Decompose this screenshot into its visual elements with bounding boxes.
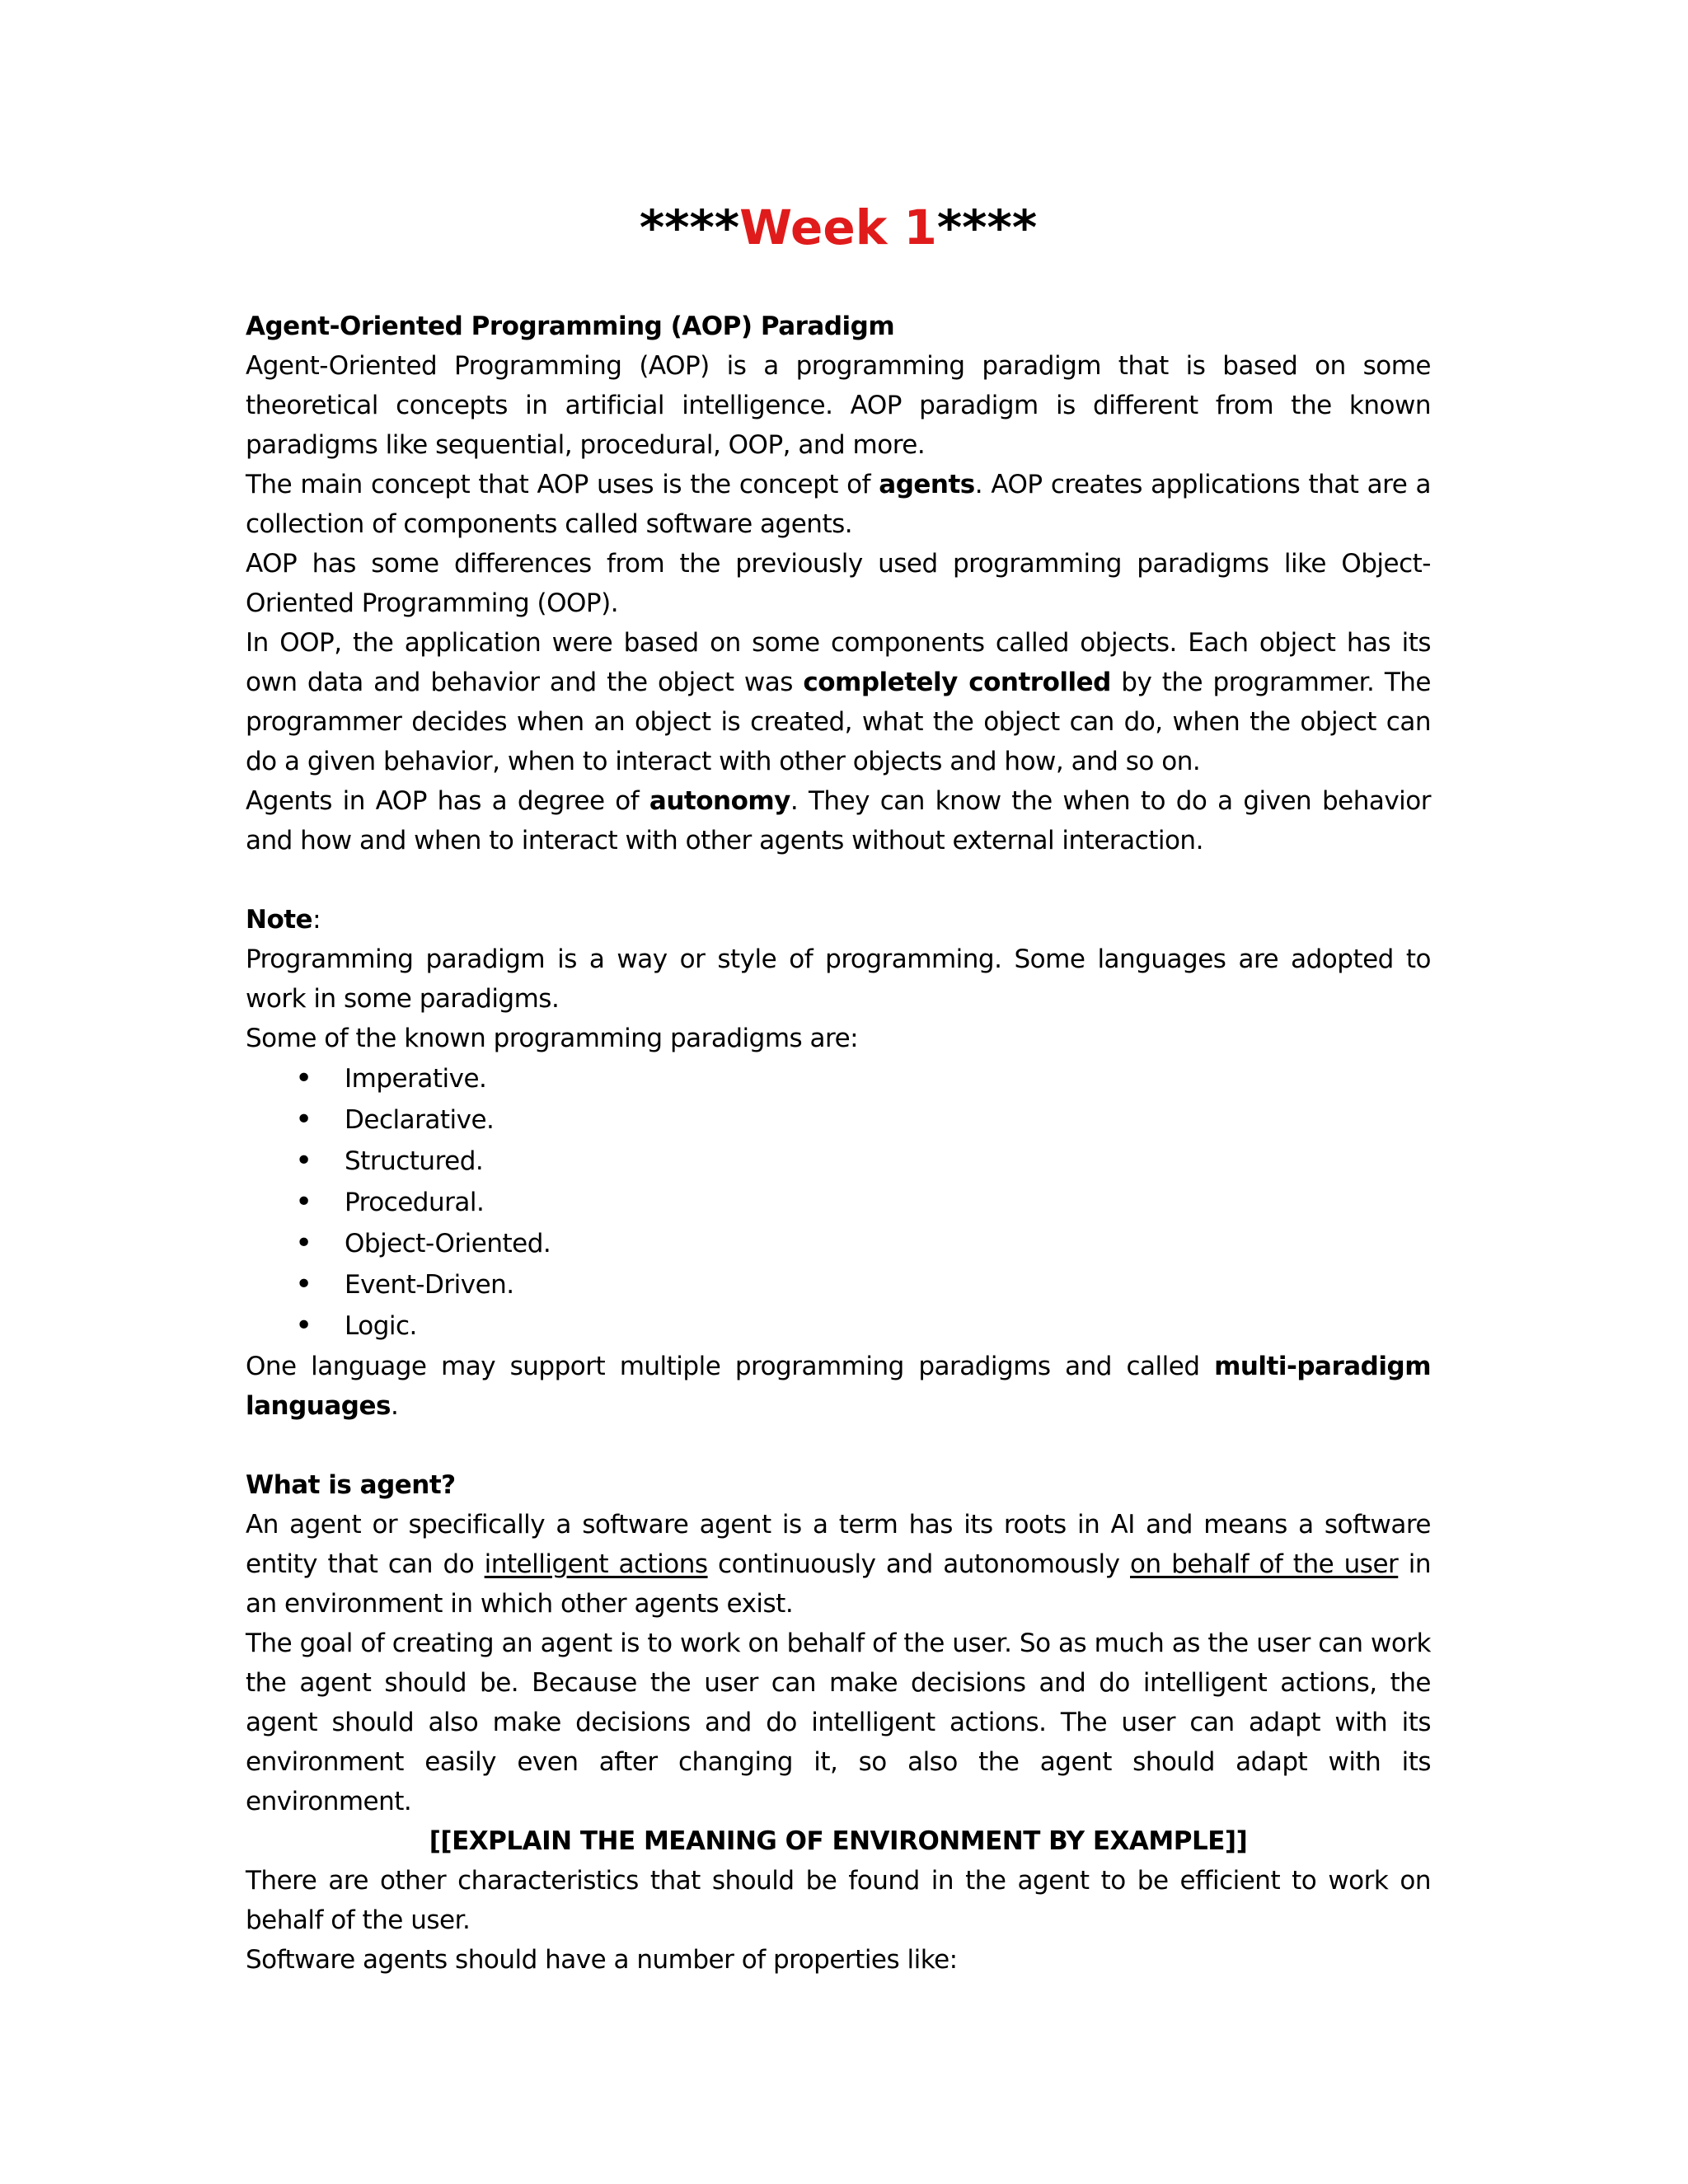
- bullet-icon: •: [295, 1309, 312, 1343]
- bullet-icon: •: [295, 1226, 312, 1260]
- bullet-icon: •: [295, 1103, 312, 1137]
- list-item: [246, 1305, 1431, 1347]
- bold-autonomy: autonomy: [649, 786, 790, 816]
- list-item-text: Imperative.: [345, 1064, 487, 1094]
- note-label-line: [246, 900, 1431, 940]
- section-heading-aop: Agent-Oriented Programming (AOP) Paradigm: [246, 312, 895, 341]
- spacer: [246, 1426, 1431, 1465]
- text-span: .: [390, 1391, 399, 1421]
- paragraph-aop-intro: Agent-Oriented Programming (AOP) is a programming paradigm that is based on some theoretical concepts in artificial intelligence. AOP paradigm is different from the known paradigms like sequential, procedural, OOP, and more.: [246, 351, 1431, 460]
- bold-multi-paradigm: multi-paradigm languages: [246, 1352, 1431, 1421]
- list-item-text: Structured.: [345, 1146, 484, 1176]
- spacer: [246, 860, 1431, 900]
- paragraph-aop-agents: [246, 465, 1431, 544]
- bullet-icon: •: [295, 1144, 312, 1178]
- text-span: The main concept that AOP uses is the concept of: [246, 470, 879, 499]
- paragraph-autonomy: [246, 781, 1431, 860]
- text-span: Agents in AOP has a degree of: [246, 786, 649, 816]
- text-span: in an environment in which other agents exist.: [246, 1549, 1431, 1619]
- list-item: [246, 1182, 1431, 1223]
- bullet-icon: •: [295, 1062, 312, 1095]
- paragraph-agent-goal: The goal of creating an agent is to work on behalf of the user. So as much as the user can work the agent should be. Because the user can make decisions and do intelligent actions, the agent should also make decisions and do intelligent actions. The user can adapt with its environment easily even after changing it, so also the agent should adapt with its environment.: [246, 1629, 1431, 1816]
- underline-intelligent-actions: intelligent actions: [484, 1549, 708, 1579]
- note-colon: :: [312, 905, 321, 935]
- title-stars-left: ****: [639, 199, 740, 255]
- text-span: In OOP, the application were based on some components called objects. Each object has its own data and behavior and the object was: [246, 628, 1431, 697]
- bold-completely-controlled: completely controlled: [803, 668, 1111, 697]
- text-span: An agent or specifically a software agent is a term has its roots in AI and means a software entity that can do: [246, 1510, 1431, 1579]
- text-span: One language may support multiple programming paradigms and called: [246, 1352, 1215, 1381]
- paragraph-agent-definition: [246, 1505, 1431, 1624]
- paragraph-multi-paradigm: [246, 1347, 1431, 1426]
- list-item-text: Procedural.: [345, 1188, 485, 1217]
- list-item: [246, 1099, 1431, 1141]
- title-week: Week 1: [739, 199, 937, 255]
- note-label: Note: [246, 905, 313, 935]
- paragraph-aop-differences: AOP has some differences from the previously used programming paradigms like Object-Oriented Programming (OOP).: [246, 549, 1431, 618]
- list-item-text: Declarative.: [345, 1105, 495, 1135]
- list-item-text: Logic.: [345, 1311, 417, 1341]
- bullet-icon: •: [295, 1185, 312, 1219]
- list-item: [246, 1223, 1431, 1264]
- paragraph-agent-properties: Software agents should have a number of properties like:: [246, 1945, 958, 1975]
- list-item-text: Event-Driven.: [345, 1270, 514, 1300]
- list-item: [246, 1264, 1431, 1305]
- paragraph-note-definition: Programming paradigm is a way or style of programming. Some languages are adopted to work in some paradigms.: [246, 944, 1431, 1014]
- list-item-text: Object-Oriented.: [345, 1229, 551, 1258]
- paradigm-list: [246, 1058, 1431, 1347]
- text-span: continuously and autonomously: [707, 1549, 1130, 1579]
- page-title: [246, 194, 1431, 260]
- paragraph-oop: [246, 623, 1431, 781]
- text-span: . AOP creates applications that are a collection of components called software agents.: [246, 470, 1431, 539]
- text-span: by the programmer. The programmer decides when an object is created, what the object can do, when the object can do a given behavior, when to interact with other objects and how, and so on.: [246, 668, 1431, 776]
- section-heading-agent: What is agent?: [246, 1470, 456, 1500]
- underline-on-behalf: on behalf of the user: [1130, 1549, 1399, 1579]
- centered-note: [[EXPLAIN THE MEANING OF ENVIRONMENT BY EXAMPLE]]: [429, 1826, 1248, 1856]
- list-item: [246, 1141, 1431, 1182]
- paragraph-agent-characteristics: There are other characteristics that should be found in the agent to be efficient to work on behalf of the user.: [246, 1866, 1431, 1935]
- bold-agents: agents: [879, 470, 975, 499]
- paragraph-note-list-intro: Some of the known programming paradigms are:: [246, 1024, 859, 1053]
- text-span: . They can know the when to do a given behavior and how and when to interact with other agents without external interaction.: [246, 786, 1432, 855]
- list-item: [246, 1058, 1431, 1099]
- bullet-icon: •: [295, 1268, 312, 1301]
- document-body: [246, 307, 1431, 1980]
- title-stars-right: ****: [936, 199, 1038, 255]
